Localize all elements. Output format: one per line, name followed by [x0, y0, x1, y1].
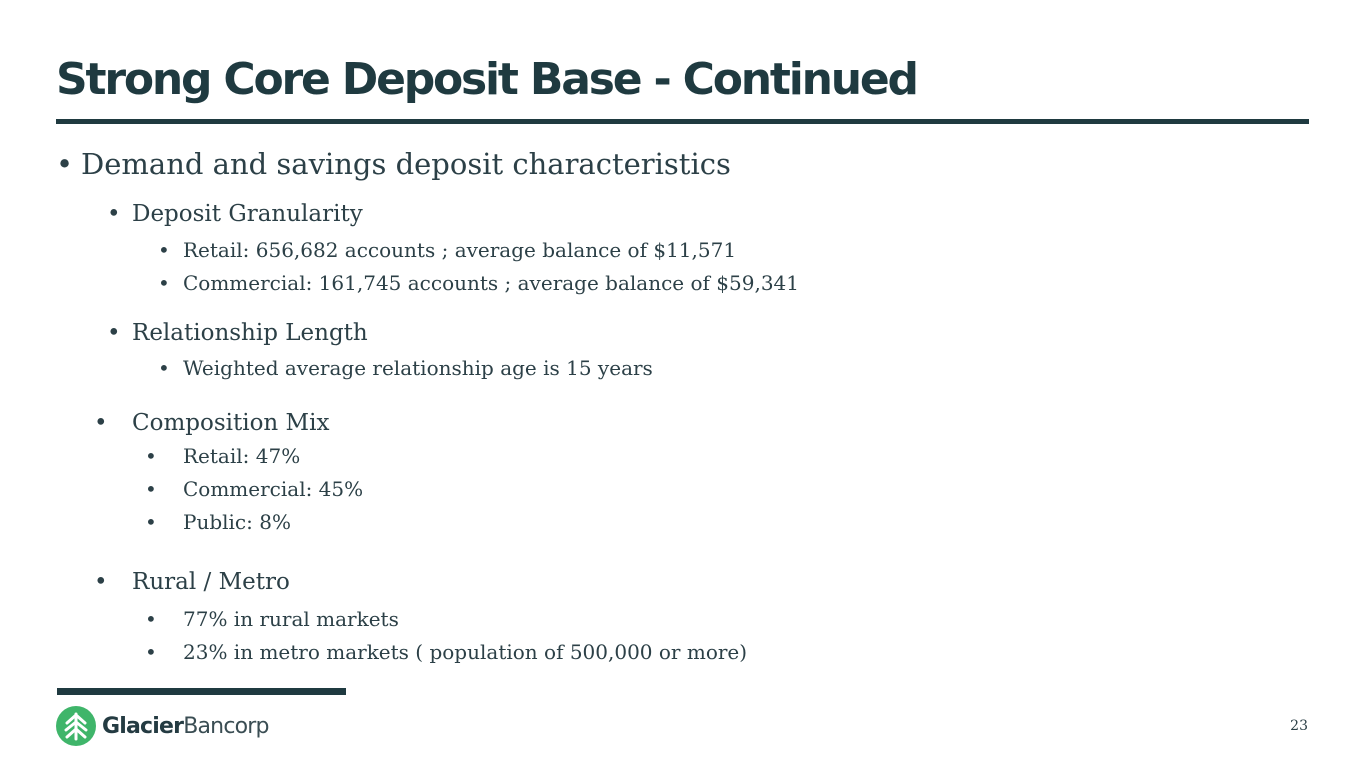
composition-commercial-text: Commercial: 45%: [183, 477, 364, 501]
bullet-relationship-age: [158, 356, 653, 380]
bullet-rural-metro: [94, 569, 290, 597]
bullet-main: [56, 147, 731, 182]
bullet-dot: •: [145, 444, 157, 468]
bullet-granularity-retail: [158, 238, 736, 262]
slide-title: Strong Core Deposit Base - Continued: [56, 54, 917, 105]
bullet-composition-retail: [145, 444, 300, 468]
rural-metro-heading: Rural / Metro: [132, 569, 290, 595]
relationship-heading: Relationship Length: [132, 320, 368, 346]
granularity-retail-text: Retail: 656,682 accounts ; average balance of $11,571: [183, 238, 737, 262]
bullet-dot: •: [56, 147, 74, 181]
bullet-dot: •: [158, 356, 170, 380]
logo-wordmark: [102, 714, 269, 739]
rural-text: 77% in rural markets: [183, 607, 399, 631]
composition-public-text: Public: 8%: [183, 510, 291, 534]
bullet-composition-commercial: [145, 477, 363, 501]
bullet-dot: •: [145, 510, 157, 534]
footer-divider: [57, 688, 346, 695]
bullet-dot: •: [107, 320, 121, 346]
bullet-granularity: [107, 201, 363, 229]
composition-retail-text: Retail: 47%: [183, 444, 301, 468]
bullet-composition-public: [145, 510, 291, 534]
title-divider: [56, 119, 1309, 124]
bullet-dot: •: [145, 607, 157, 631]
bullet-dot: •: [145, 477, 157, 501]
bullet-rural: [145, 607, 399, 631]
glacier-bancorp-logo: [56, 706, 269, 746]
bullet-dot: •: [145, 640, 157, 664]
bullet-dot: •: [158, 238, 170, 262]
bullet-granularity-commercial: [158, 271, 799, 295]
bullet-main-text: Demand and savings deposit characteristics: [81, 147, 731, 181]
bullet-composition: [94, 410, 329, 438]
composition-heading: Composition Mix: [132, 410, 330, 436]
bullet-relationship: [107, 320, 368, 348]
bullet-metro: [145, 640, 747, 664]
bullet-dot: •: [94, 410, 108, 436]
relationship-age-text: Weighted average relationship age is 15 years: [183, 356, 653, 380]
granularity-heading: Deposit Granularity: [132, 201, 363, 227]
bullet-dot: •: [94, 569, 108, 595]
metro-text: 23% in metro markets ( population of 500,000 or more): [183, 640, 748, 664]
logo-wordmark-light: Bancorp: [183, 713, 269, 739]
glacier-tree-icon: [56, 706, 96, 746]
bullet-dot: •: [158, 271, 170, 295]
page-number: 23: [1290, 718, 1308, 734]
granularity-commercial-text: Commercial: 161,745 accounts ; average balance of $59,341: [183, 271, 799, 295]
bullet-dot: •: [107, 201, 121, 227]
logo-wordmark-bold: Glacier: [102, 713, 184, 739]
